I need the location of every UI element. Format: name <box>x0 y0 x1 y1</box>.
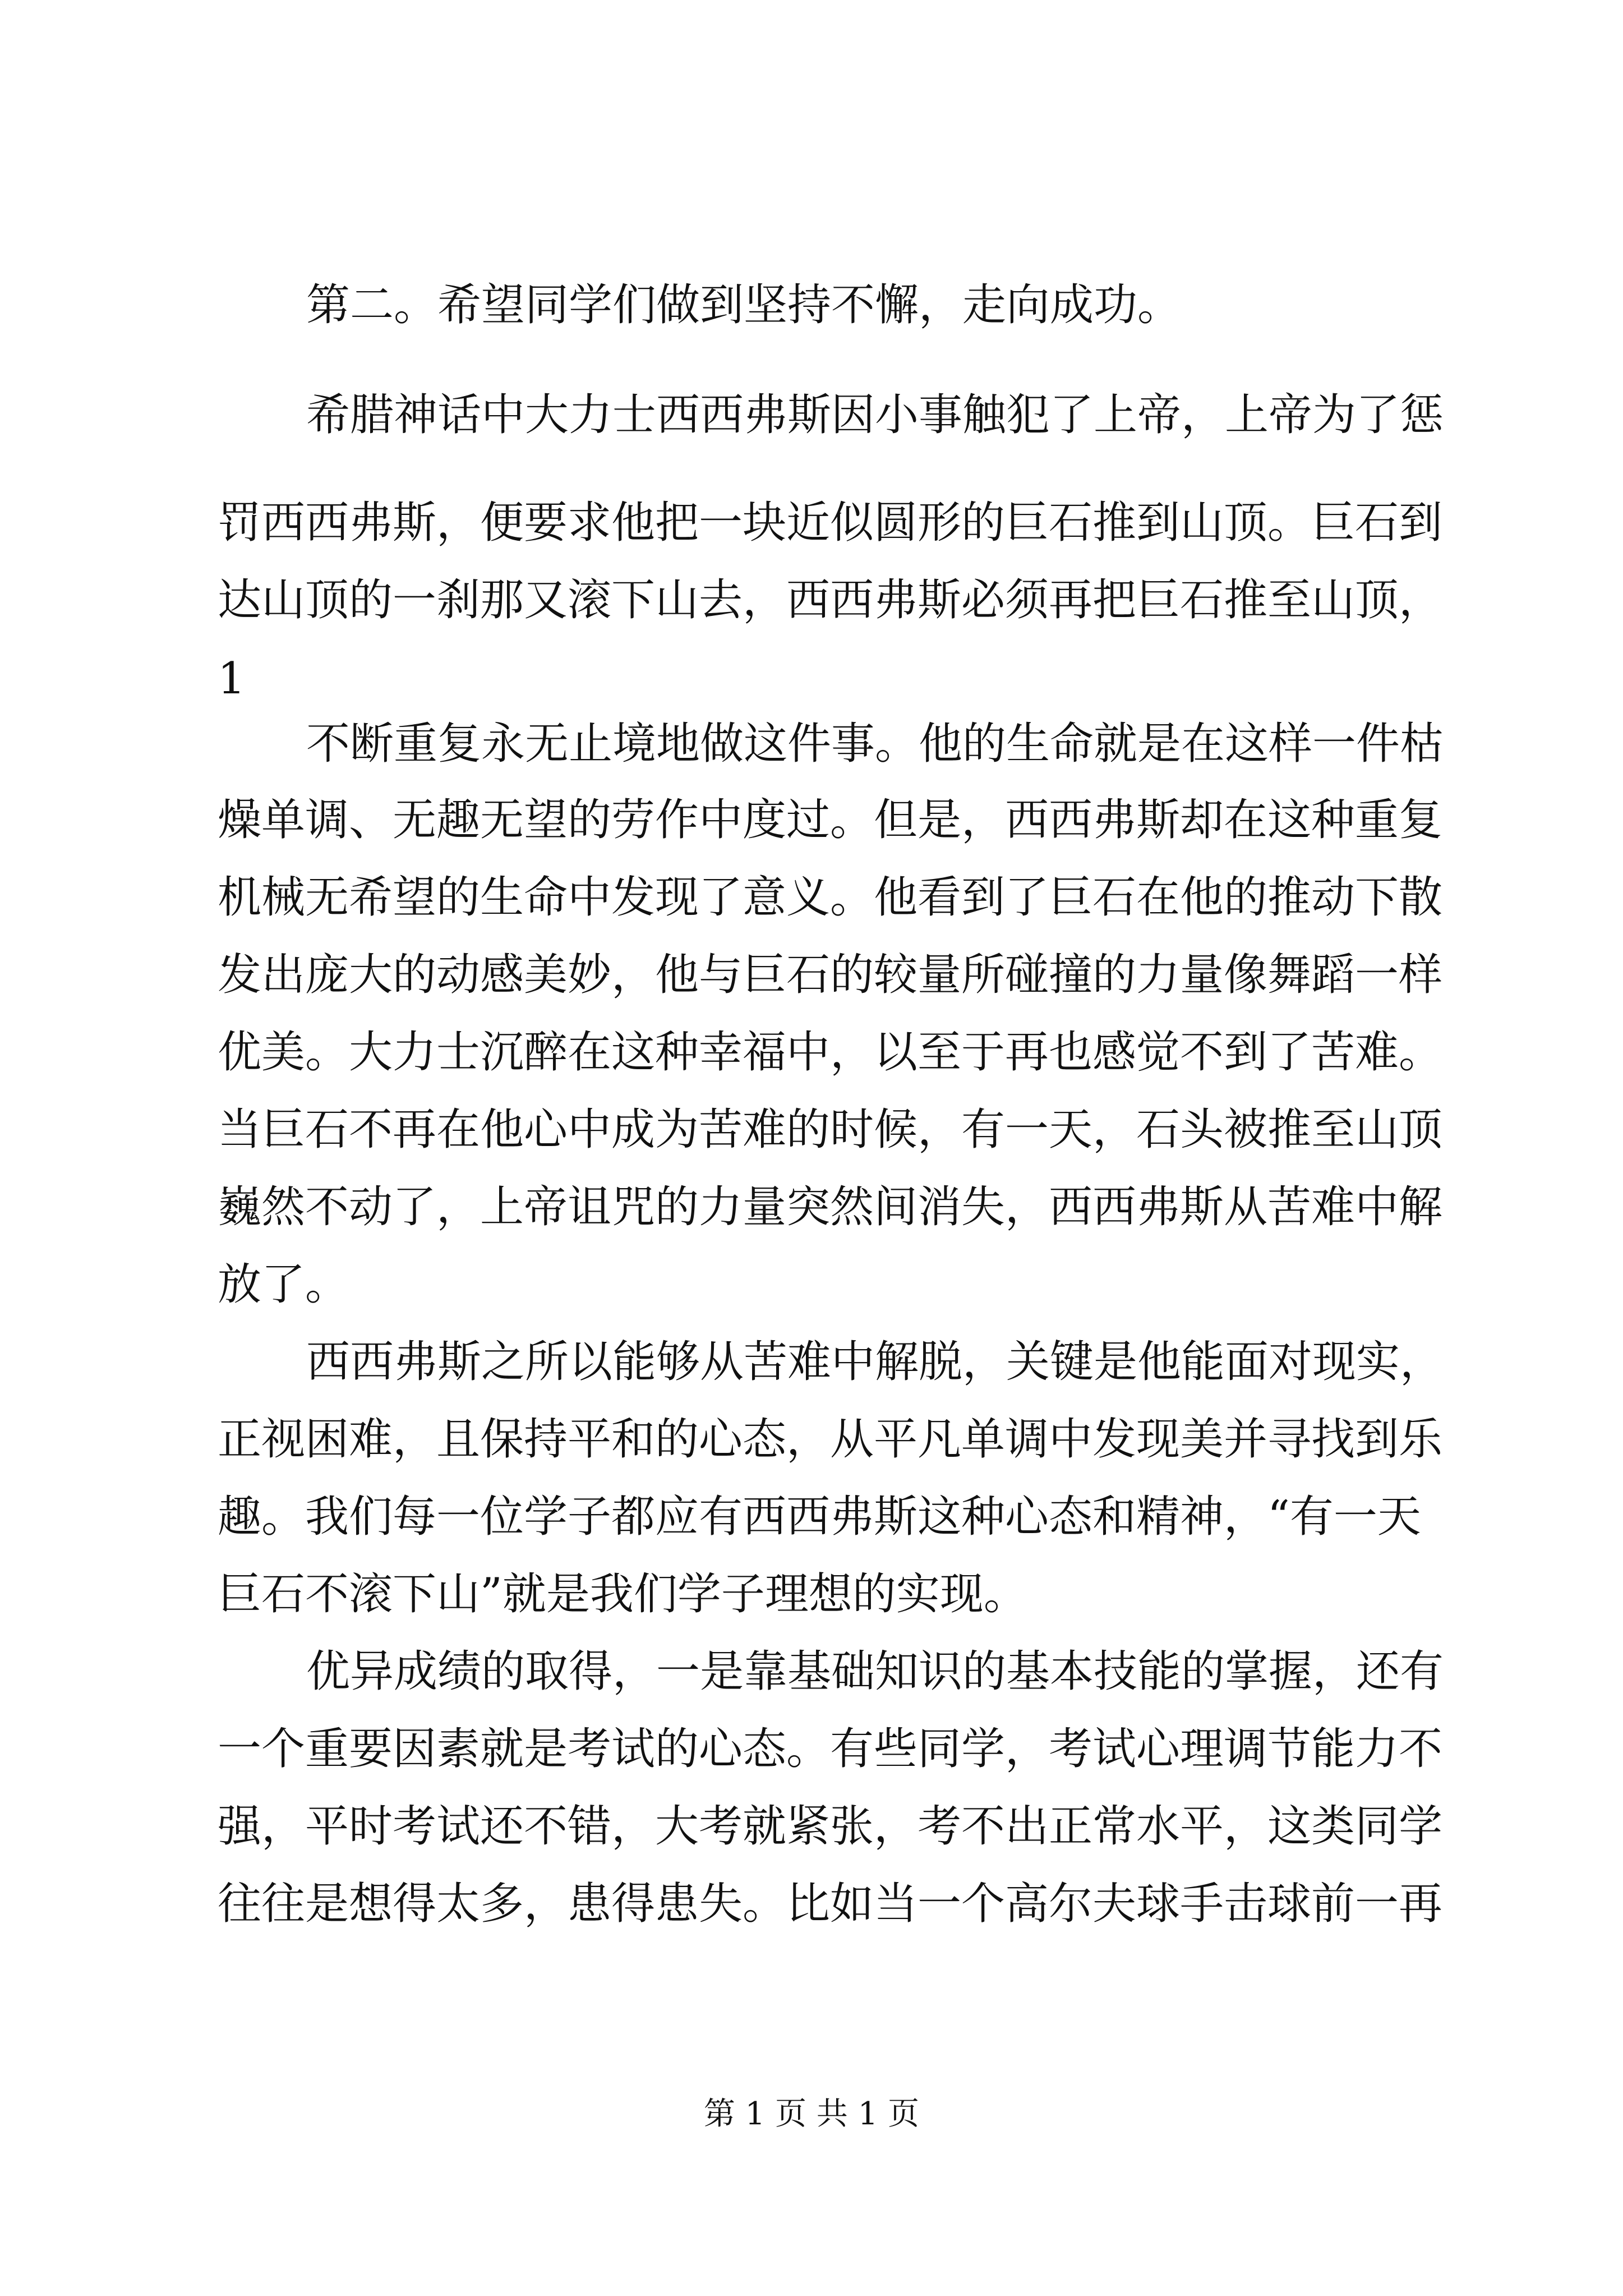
paragraph-line: 机械无希望的生命中发现了意义。他看到了巨石在他的推动下散 <box>218 872 1443 923</box>
paragraph-line: 燥单调、无趣无望的劳作中度过。但是，西西弗斯却在这种重复 <box>218 795 1443 845</box>
paragraph-line: 优异成绩的取得，一是靠基础知识的基本技能的掌握，还有 <box>306 1646 1444 1697</box>
paragraph-line: 放了。 <box>218 1259 349 1310</box>
paragraph-line: 往往是想得太多，患得患失。比如当一个高尔夫球手击球前一再 <box>218 1879 1443 1929</box>
paragraph-line: 正视困难，且保持平和的心态，从平凡单调中发现美并寻找到乐 <box>218 1414 1443 1465</box>
paragraph-line: 不断重复永无止境地做这件事。他的生命就是在这样一件枯 <box>306 719 1444 769</box>
paragraph-line: 第二。希望同学们做到坚持不懈，走向成功。 <box>306 280 1182 330</box>
paragraph-line: 强，平时考试还不错，大考就紧张，考不出正常水平，这类同学 <box>218 1801 1443 1852</box>
paragraph-line: 西西弗斯之所以能够从苦难中解脱，关键是他能面对现实， <box>306 1337 1444 1387</box>
paragraph-line: 巍然不动了，上帝诅咒的力量突然间消失，西西弗斯从苦难中解 <box>218 1182 1443 1232</box>
inline-page-number: 1 <box>218 654 246 704</box>
paragraph-line: 希腊神话中大力士西西弗斯因小事触犯了上帝，上帝为了惩 <box>306 390 1444 440</box>
paragraph-line: 一个重要因素就是考试的心态。有些同学，考试心理调节能力不 <box>218 1724 1443 1774</box>
paragraph-line: 巨石不滚下山”就是我们学子理想的实现。 <box>218 1569 1027 1619</box>
paragraph-line: 达山顶的一刹那又滚下山去，西西弗斯必须再把巨石推至山顶， <box>218 575 1443 625</box>
paragraph-line: 优美。大力士沉醉在这种幸福中，以至于再也感觉不到了苦难。 <box>218 1027 1443 1078</box>
page-footer: 第 1 页 共 1 页 <box>703 2096 920 2132</box>
paragraph-line: 罚西西弗斯，便要求他把一块近似圆形的巨石推到山顶。巨石到 <box>218 498 1443 548</box>
paragraph-line: 发出庞大的动感美妙，他与巨石的较量所碰撞的力量像舞蹈一样 <box>218 950 1443 1000</box>
paragraph-line: 当巨石不再在他心中成为苦难的时候，有一天，石头被推至山顶 <box>218 1105 1443 1155</box>
paragraph-line: 趣。我们每一位学子都应有西西弗斯这种心态和精神，“有一天 <box>218 1492 1421 1542</box>
